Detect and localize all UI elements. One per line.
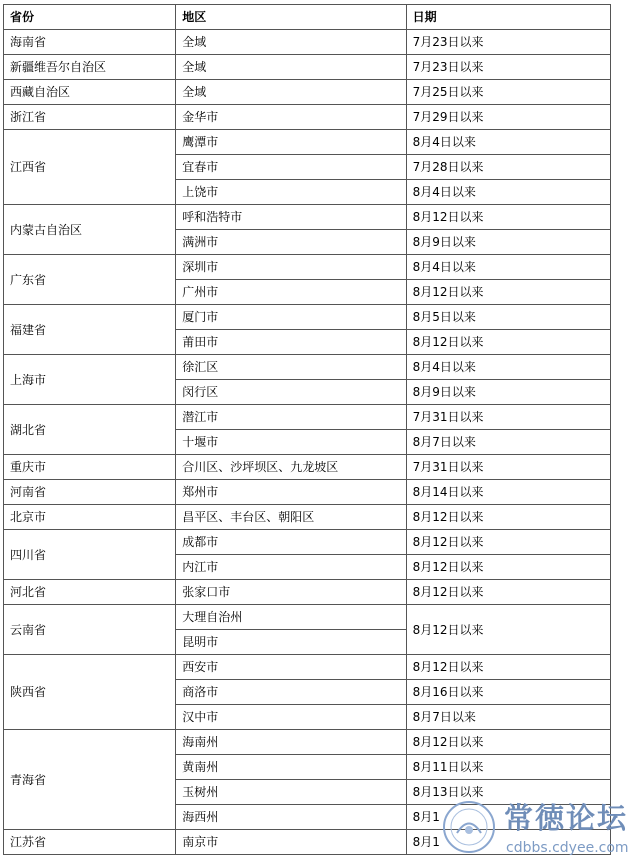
date-cell: 8月1 [406,805,610,830]
area-cell: 昆明市 [176,630,406,655]
province-cell: 陕西省 [4,655,176,730]
area-cell: 汉中市 [176,705,406,730]
province-cell: 江西省 [4,130,176,205]
watermark-url: cdbbs.cdyee.com [506,840,629,856]
date-cell: 8月9日以来 [406,230,610,255]
table-row [4,730,611,755]
province-cell: 四川省 [4,530,176,580]
province-cell: 河北省 [4,580,176,605]
date-cell: 8月12日以来 [406,605,610,655]
province-cell: 海南省 [4,30,176,55]
table-row [4,505,611,530]
date-cell: 8月4日以来 [406,180,610,205]
table-row [4,480,611,505]
province-cell: 湖北省 [4,405,176,455]
area-cell: 鹰潭市 [176,130,406,155]
watermark-title: 常徳论坛 [504,801,629,835]
area-cell: 全域 [176,30,406,55]
table-row [4,580,611,605]
date-cell: 7月31日以来 [406,455,610,480]
area-cell: 徐汇区 [176,355,406,380]
area-cell: 玉树州 [176,780,406,805]
area-cell: 广州市 [176,280,406,305]
date-cell: 7月28日以来 [406,155,610,180]
area-cell: 潜江市 [176,405,406,430]
date-cell: 8月12日以来 [406,530,610,555]
date-cell: 8月12日以来 [406,505,610,530]
header-province: 省份 [4,5,176,30]
area-cell: 深圳市 [176,255,406,280]
table-row [4,305,611,330]
area-cell: 合川区、沙坪坝区、九龙坡区 [176,455,406,480]
province-cell: 上海市 [4,355,176,405]
date-cell: 7月23日以来 [406,30,610,55]
province-cell: 广东省 [4,255,176,305]
date-cell: 8月12日以来 [406,580,610,605]
area-cell: 十堰市 [176,430,406,455]
date-cell: 7月23日以来 [406,55,610,80]
area-cell: 南京市 [176,830,406,855]
province-cell: 内蒙古自治区 [4,205,176,255]
province-cell: 新疆维吾尔自治区 [4,55,176,80]
area-cell: 莆田市 [176,330,406,355]
table-row [4,455,611,480]
area-cell: 厦门市 [176,305,406,330]
date-cell: 8月12日以来 [406,280,610,305]
forum-seal-icon [442,800,496,854]
area-cell: 昌平区、丰台区、朝阳区 [176,505,406,530]
date-cell: 8月1 [406,830,610,855]
area-cell: 大理自治州 [176,605,406,630]
table-row [4,355,611,380]
date-cell: 7月31日以来 [406,405,610,430]
province-cell: 福建省 [4,305,176,355]
date-cell: 7月25日以来 [406,80,610,105]
table-header-row [4,5,611,30]
province-cell: 重庆市 [4,455,176,480]
province-cell: 浙江省 [4,105,176,130]
province-cell: 云南省 [4,605,176,655]
table-row [4,655,611,680]
date-cell: 8月12日以来 [406,555,610,580]
site-watermark [436,796,628,862]
table-row [4,55,611,80]
area-cell: 成都市 [176,530,406,555]
area-cell: 金华市 [176,105,406,130]
date-cell: 8月14日以来 [406,480,610,505]
area-cell: 海西州 [176,805,406,830]
table-row [4,530,611,555]
area-cell: 商洛市 [176,680,406,705]
date-cell: 8月4日以来 [406,255,610,280]
date-cell: 8月11日以来 [406,755,610,780]
table-row [4,80,611,105]
area-cell: 闵行区 [176,380,406,405]
area-cell: 全域 [176,55,406,80]
table-row [4,255,611,280]
table-row [4,130,611,155]
area-cell: 宜春市 [176,155,406,180]
area-cell: 海南州 [176,730,406,755]
table-row [4,205,611,230]
area-cell: 张家口市 [176,580,406,605]
date-cell: 8月7日以来 [406,430,610,455]
date-cell: 8月9日以来 [406,380,610,405]
province-cell: 江苏省 [4,830,176,855]
table-row [4,605,611,630]
date-cell: 8月4日以来 [406,355,610,380]
area-cell: 满洲市 [176,230,406,255]
province-cell: 北京市 [4,505,176,530]
area-cell: 内江市 [176,555,406,580]
province-cell: 河南省 [4,480,176,505]
area-cell: 黄南州 [176,755,406,780]
date-cell: 7月29日以来 [406,105,610,130]
date-cell: 8月12日以来 [406,330,610,355]
date-cell: 8月12日以来 [406,655,610,680]
area-cell: 西安市 [176,655,406,680]
region-date-table [3,4,611,855]
date-cell: 8月5日以来 [406,305,610,330]
province-cell: 西藏自治区 [4,80,176,105]
province-cell: 青海省 [4,730,176,830]
date-cell: 8月12日以来 [406,730,610,755]
area-cell: 上饶市 [176,180,406,205]
date-cell: 8月13日以来 [406,780,610,805]
area-cell: 呼和浩特市 [176,205,406,230]
area-cell: 全域 [176,80,406,105]
table-row [4,105,611,130]
area-cell: 郑州市 [176,480,406,505]
date-cell: 8月4日以来 [406,130,610,155]
date-cell: 8月16日以来 [406,680,610,705]
table-row [4,30,611,55]
date-cell: 8月12日以来 [406,205,610,230]
header-area: 地区 [176,5,406,30]
table-row [4,405,611,430]
date-cell: 8月7日以来 [406,705,610,730]
header-date: 日期 [406,5,610,30]
